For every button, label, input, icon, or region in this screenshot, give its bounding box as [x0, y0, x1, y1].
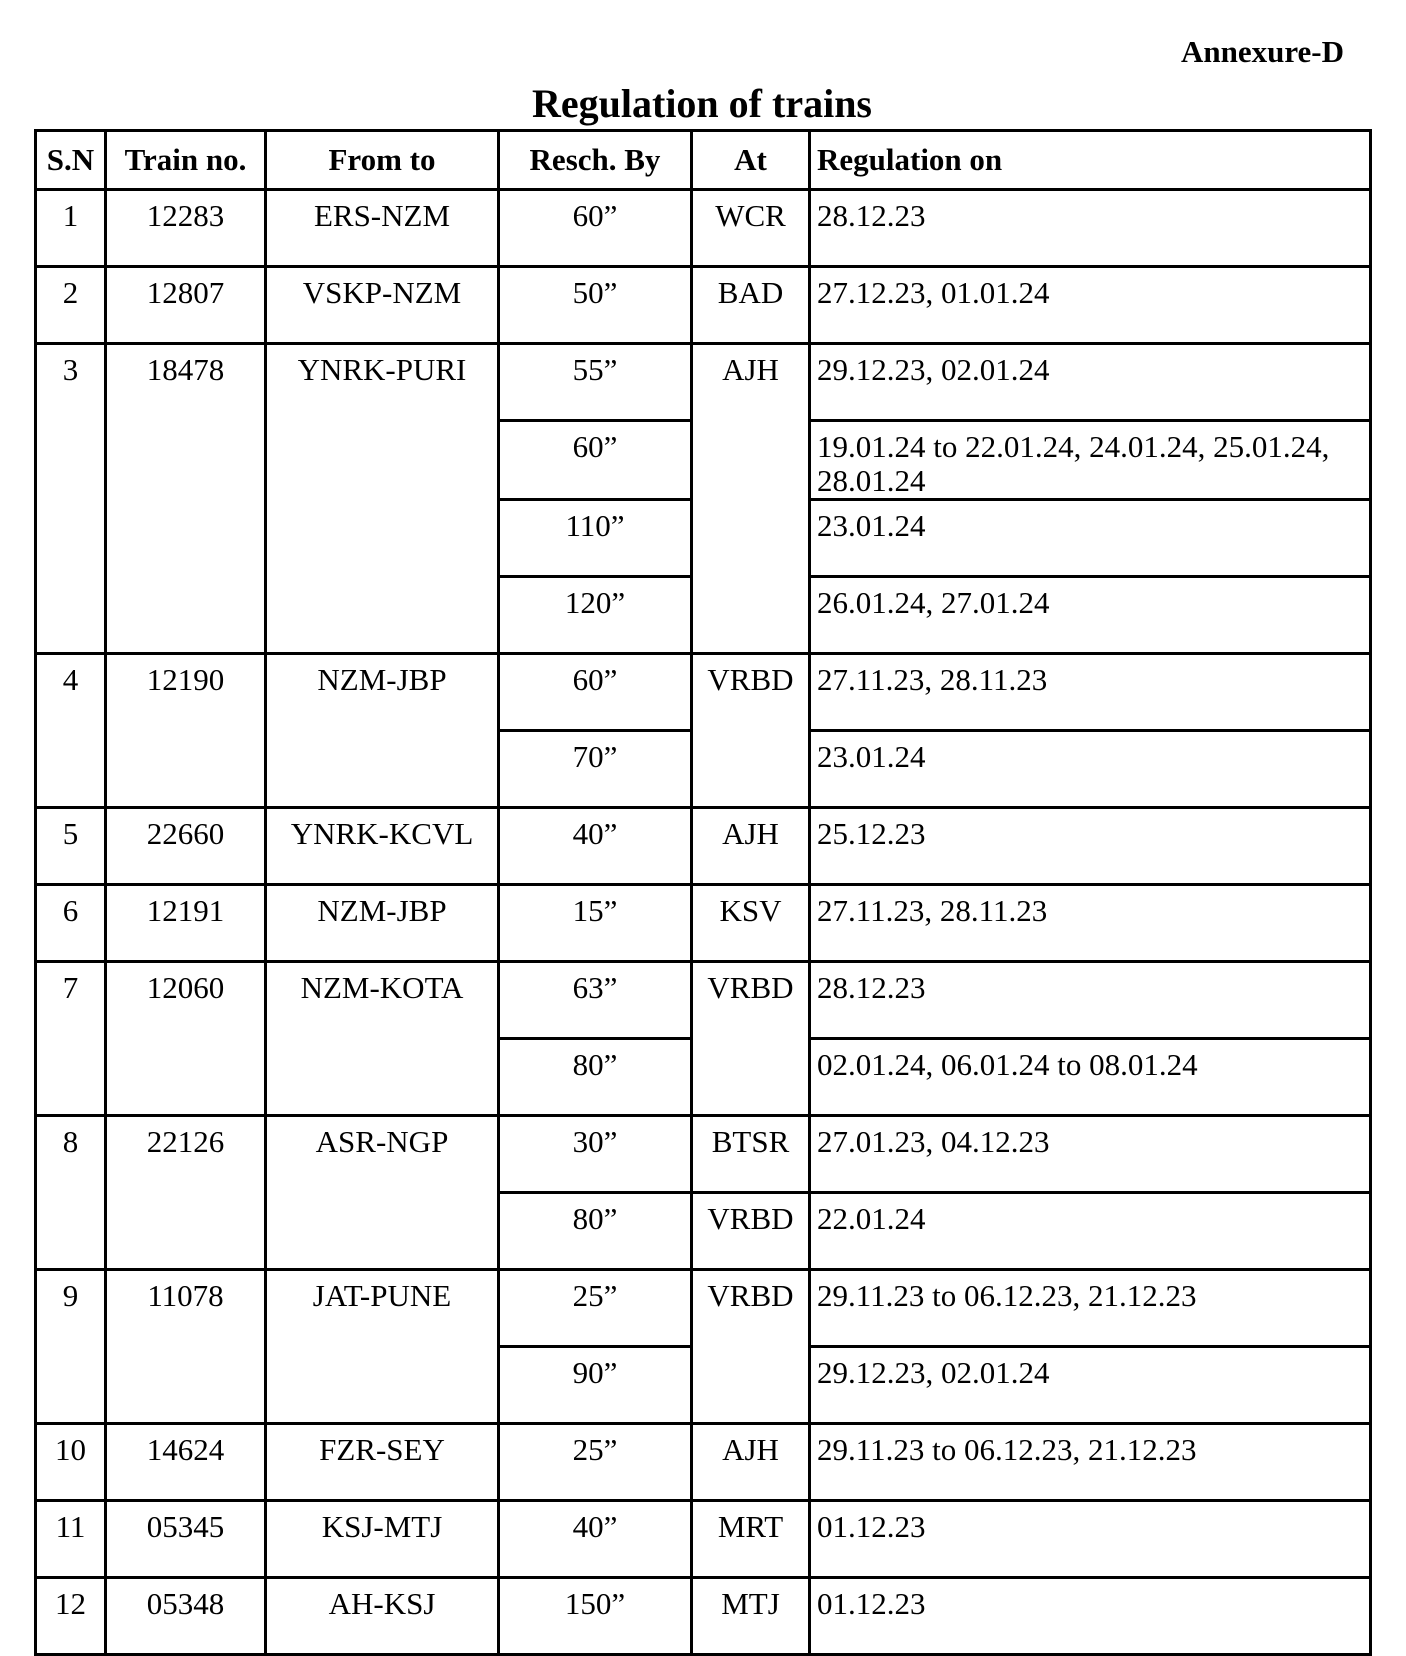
cell-regulation-on: 29.11.23 to 06.12.23, 21.12.23 — [810, 1270, 1371, 1347]
table-row — [36, 808, 1371, 885]
cell-from-to: YNRK-KCVL — [266, 808, 499, 885]
cell-resch-by: 50” — [499, 267, 692, 344]
cell-regulation-on: 01.12.23 — [810, 1501, 1371, 1578]
cell-resch-by: 25” — [499, 1424, 692, 1501]
cell-resch-by: 80” — [499, 1039, 692, 1116]
cell-regulation-on: 28.12.23 — [810, 962, 1371, 1039]
cell-regulation-on: 27.11.23, 28.11.23 — [810, 885, 1371, 962]
regulation-table — [34, 129, 1372, 1656]
annexure-label: Annexure-D — [1180, 34, 1344, 69]
cell-regulation-on: 27.01.23, 04.12.23 — [810, 1116, 1371, 1193]
cell-regulation-on: 28.12.23 — [810, 190, 1371, 267]
cell-at: KSV — [692, 885, 810, 962]
cell-train-no: 05348 — [106, 1578, 266, 1655]
cell-regulation-on: 29.12.23, 02.01.24 — [810, 344, 1371, 421]
cell-sn: 10 — [36, 1424, 106, 1501]
cell-train-no: 14624 — [106, 1424, 266, 1501]
cell-at: WCR — [692, 190, 810, 267]
table-row — [36, 1501, 1371, 1578]
cell-at: AJH — [692, 344, 810, 654]
cell-train-no: 12060 — [106, 962, 266, 1116]
cell-regulation-on: 23.01.24 — [810, 731, 1371, 808]
cell-train-no: 22660 — [106, 808, 266, 885]
cell-regulation-on: 27.12.23, 01.01.24 — [810, 267, 1371, 344]
cell-at: BTSR — [692, 1116, 810, 1193]
cell-resch-by: 40” — [499, 1501, 692, 1578]
cell-resch-by: 150” — [499, 1578, 692, 1655]
cell-sn: 12 — [36, 1578, 106, 1655]
cell-at: MRT — [692, 1501, 810, 1578]
cell-resch-by: 60” — [499, 654, 692, 731]
cell-regulation-on: 23.01.24 — [810, 500, 1371, 577]
table-row — [36, 962, 1371, 1039]
cell-at: MTJ — [692, 1578, 810, 1655]
cell-sn: 4 — [36, 654, 106, 808]
header-row — [36, 131, 1371, 190]
table-row — [36, 190, 1371, 267]
cell-from-to: NZM-KOTA — [266, 962, 499, 1116]
page-title — [0, 80, 1406, 127]
cell-sn: 2 — [36, 267, 106, 344]
page-title-text: Regulation of trains — [532, 81, 872, 126]
cell-sn: 1 — [36, 190, 106, 267]
cell-sn: 11 — [36, 1501, 106, 1578]
cell-from-to: NZM-JBP — [266, 885, 499, 962]
cell-from-to: ERS-NZM — [266, 190, 499, 267]
header-resch-by: Resch. By — [499, 131, 692, 190]
cell-regulation-on: 29.11.23 to 06.12.23, 21.12.23 — [810, 1424, 1371, 1501]
cell-from-to: JAT-PUNE — [266, 1270, 499, 1424]
cell-at: VRBD — [692, 1270, 810, 1424]
cell-from-to: VSKP-NZM — [266, 267, 499, 344]
header-sn: S.N — [36, 131, 106, 190]
table-row — [36, 344, 1371, 421]
cell-resch-by: 30” — [499, 1116, 692, 1193]
cell-regulation-on: 01.12.23 — [810, 1578, 1371, 1655]
cell-resch-by: 70” — [499, 731, 692, 808]
cell-resch-by: 60” — [499, 190, 692, 267]
cell-at: VRBD — [692, 962, 810, 1116]
header-from-to: From to — [266, 131, 499, 190]
cell-train-no: 12191 — [106, 885, 266, 962]
table-row — [36, 654, 1371, 731]
cell-resch-by: 80” — [499, 1193, 692, 1270]
cell-from-to: YNRK-PURI — [266, 344, 499, 654]
cell-at: BAD — [692, 267, 810, 344]
cell-from-to: KSJ-MTJ — [266, 1501, 499, 1578]
cell-resch-by: 120” — [499, 577, 692, 654]
cell-regulation-on: 29.12.23, 02.01.24 — [810, 1347, 1371, 1424]
cell-at: AJH — [692, 1424, 810, 1501]
header-train-no: Train no. — [106, 131, 266, 190]
cell-at: VRBD — [692, 1193, 810, 1270]
cell-resch-by: 15” — [499, 885, 692, 962]
cell-regulation-on: 02.01.24, 06.01.24 to 08.01.24 — [810, 1039, 1371, 1116]
cell-train-no: 12807 — [106, 267, 266, 344]
cell-sn: 7 — [36, 962, 106, 1116]
table-row — [36, 1270, 1371, 1347]
cell-resch-by: 60” — [499, 421, 692, 500]
cell-regulation-on: 26.01.24, 27.01.24 — [810, 577, 1371, 654]
cell-from-to: ASR-NGP — [266, 1116, 499, 1270]
table-header — [36, 131, 1371, 190]
cell-from-to: FZR-SEY — [266, 1424, 499, 1501]
cell-train-no: 12283 — [106, 190, 266, 267]
cell-resch-by: 110” — [499, 500, 692, 577]
cell-regulation-on: 22.01.24 — [810, 1193, 1371, 1270]
cell-sn: 6 — [36, 885, 106, 962]
cell-sn: 9 — [36, 1270, 106, 1424]
cell-resch-by: 25” — [499, 1270, 692, 1347]
table-body — [36, 190, 1371, 1655]
cell-resch-by: 63” — [499, 962, 692, 1039]
cell-sn: 8 — [36, 1116, 106, 1270]
table-row — [36, 1116, 1371, 1193]
cell-resch-by: 40” — [499, 808, 692, 885]
cell-train-no: 12190 — [106, 654, 266, 808]
cell-at: VRBD — [692, 654, 810, 808]
cell-train-no: 11078 — [106, 1270, 266, 1424]
table-row — [36, 885, 1371, 962]
cell-sn: 3 — [36, 344, 106, 654]
cell-from-to: NZM-JBP — [266, 654, 499, 808]
cell-sn: 5 — [36, 808, 106, 885]
table-row — [36, 1578, 1371, 1655]
cell-regulation-on: 25.12.23 — [810, 808, 1371, 885]
cell-regulation-on: 27.11.23, 28.11.23 — [810, 654, 1371, 731]
cell-resch-by: 90” — [499, 1347, 692, 1424]
cell-train-no: 05345 — [106, 1501, 266, 1578]
header-regulation-on: Regulation on — [810, 131, 1371, 190]
cell-train-no: 22126 — [106, 1116, 266, 1270]
cell-resch-by: 55” — [499, 344, 692, 421]
cell-from-to: AH-KSJ — [266, 1578, 499, 1655]
table-row — [36, 267, 1371, 344]
cell-regulation-on: 19.01.24 to 22.01.24, 24.01.24, 25.01.24, 28.01.24 — [810, 421, 1371, 500]
header-at: At — [692, 131, 810, 190]
cell-train-no: 18478 — [106, 344, 266, 654]
table-row — [36, 1424, 1371, 1501]
cell-at: AJH — [692, 808, 810, 885]
